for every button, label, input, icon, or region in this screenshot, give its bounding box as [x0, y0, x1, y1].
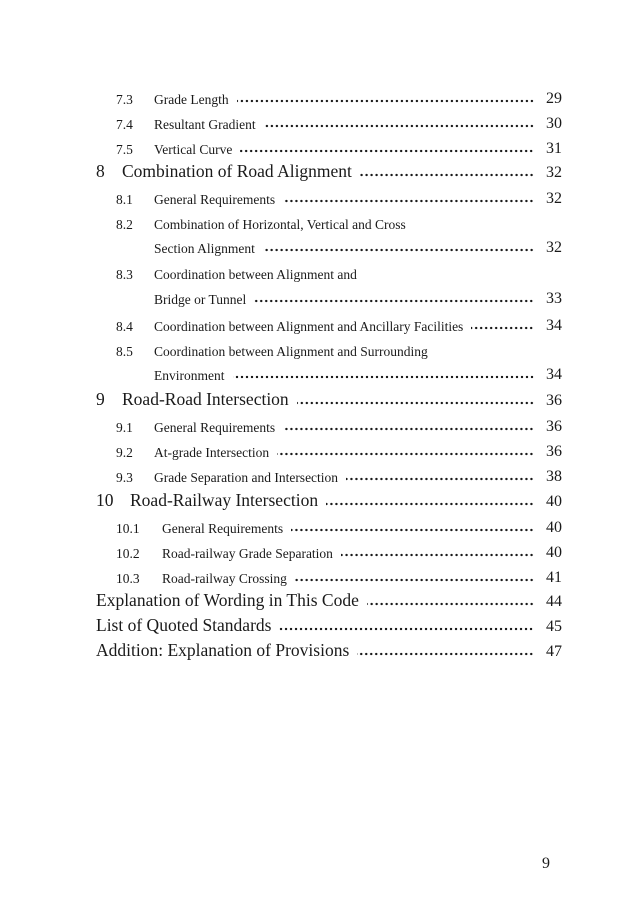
- toc-entry-8-3-line1: [116, 261, 562, 283]
- toc-title: Resultant Gradient: [154, 117, 256, 132]
- toc-number: 10: [96, 490, 114, 510]
- dot-leader: [277, 452, 534, 456]
- dot-leader: [283, 199, 534, 203]
- dot-leader: [283, 427, 534, 431]
- toc-entry-8-3: [154, 288, 562, 308]
- toc-title: At-grade Intersection: [154, 445, 270, 460]
- toc-title: Addition: Explanation of Provisions: [96, 640, 350, 660]
- toc-title: Explanation of Wording in This Code: [96, 590, 359, 610]
- toc-entry-9-2: [116, 439, 562, 461]
- toc-title: Road-railway Grade Separation: [162, 546, 333, 561]
- toc-entry-10: [96, 489, 562, 511]
- toc-number: 8.2: [116, 217, 133, 232]
- toc-number: 7.3: [116, 92, 133, 107]
- toc-page: 32: [546, 190, 562, 207]
- dot-leader: [254, 299, 534, 303]
- toc-entry-10-1: [116, 515, 562, 537]
- toc-entry-explanation-of-provisions: [96, 639, 562, 661]
- toc-page: 34: [546, 317, 562, 334]
- dot-leader: [233, 375, 535, 379]
- toc-number: 9.3: [116, 470, 133, 485]
- toc-entry-8-2: [154, 237, 562, 257]
- toc-title: Road-Road Intersection: [122, 389, 289, 409]
- toc-entry-8-1: [116, 186, 562, 208]
- toc-entry-10-3: [116, 565, 562, 587]
- toc-title: Road-Railway Intersection: [130, 490, 319, 510]
- toc-entry-9-3: [116, 464, 562, 486]
- toc-number: 8.3: [116, 267, 133, 282]
- toc-title: Combination of Horizontal, Vertical and Cross: [154, 217, 406, 232]
- toc-entry-explanation-of-wording: [96, 589, 562, 611]
- dot-leader: [295, 578, 534, 582]
- toc-number: 10.2: [116, 546, 140, 561]
- toc-page: 38: [546, 468, 562, 485]
- toc-page: 31: [546, 140, 562, 157]
- toc-title: General Requirements: [162, 521, 284, 536]
- toc-title: Road-railway Crossing: [162, 571, 287, 586]
- toc-title: General Requirements: [154, 192, 276, 207]
- toc-entry-7-3: [116, 86, 562, 108]
- toc-page: 44: [546, 593, 562, 610]
- toc-page: 32: [546, 164, 562, 181]
- toc-page: 34: [546, 366, 562, 383]
- toc-title: Grade Length: [154, 92, 229, 107]
- dot-leader: [360, 173, 534, 177]
- dot-leader: [237, 99, 534, 103]
- toc-number: 8.5: [116, 344, 133, 359]
- dot-leader: [264, 124, 534, 128]
- toc-entry-8-4: [116, 313, 562, 335]
- toc-page: 40: [546, 544, 562, 561]
- dot-leader: [263, 248, 534, 252]
- toc-page: 47: [546, 643, 562, 660]
- toc-entry-9: [96, 388, 562, 410]
- toc-entry-7-5: [116, 136, 562, 158]
- toc-number: 7.4: [116, 117, 133, 132]
- toc-entry-8-5-line1: [116, 338, 562, 360]
- toc-title: Coordination between Alignment and Ancillary Facilities: [154, 319, 464, 334]
- toc-number: 8.1: [116, 192, 133, 207]
- toc-entry-8-5: [154, 364, 562, 384]
- toc-title: Grade Separation and Intersection: [154, 470, 339, 485]
- dot-leader: [357, 652, 534, 656]
- toc-title: Vertical Curve: [154, 142, 233, 157]
- page-number: 9: [542, 855, 550, 872]
- dot-leader: [471, 326, 534, 330]
- toc-entry-quoted-standards: [96, 614, 562, 636]
- toc-page: 40: [546, 493, 562, 510]
- toc-title: Environment: [154, 368, 225, 383]
- dot-leader: [240, 149, 534, 153]
- toc-title: List of Quoted Standards: [96, 615, 272, 635]
- dot-leader: [291, 528, 534, 532]
- toc-page: 32: [546, 239, 562, 256]
- toc-number: 9: [96, 389, 105, 409]
- dot-leader: [346, 477, 534, 481]
- toc-page: 36: [546, 392, 562, 409]
- dot-leader: [326, 502, 534, 506]
- toc-entry-7-4: [116, 111, 562, 133]
- toc-page: 33: [546, 290, 562, 307]
- toc-page: 40: [546, 519, 562, 536]
- toc-title: Coordination between Alignment and: [154, 267, 357, 282]
- dot-leader: [367, 602, 534, 606]
- toc-entry-10-2: [116, 540, 562, 562]
- toc-page: 30: [546, 115, 562, 132]
- toc-number: 8: [96, 161, 105, 181]
- toc-title: Combination of Road Alignment: [122, 161, 352, 181]
- toc-page: 41: [546, 569, 562, 586]
- toc-entry-9-1: [116, 414, 562, 436]
- dot-leader: [297, 401, 534, 405]
- toc-number: 7.5: [116, 142, 133, 157]
- toc-number: 9.1: [116, 420, 133, 435]
- toc-number: 10.3: [116, 571, 140, 586]
- toc-title: Section Alignment: [154, 241, 255, 256]
- toc-page: 36: [546, 418, 562, 435]
- toc-page: 36: [546, 443, 562, 460]
- toc-number: 8.4: [116, 319, 133, 334]
- toc-title: Bridge or Tunnel: [154, 292, 247, 307]
- toc-entry-8-2-line1: [116, 211, 562, 233]
- toc-page: 45: [546, 618, 562, 635]
- toc-title: General Requirements: [154, 420, 276, 435]
- toc-entry-8: [96, 160, 562, 182]
- toc-title: Coordination between Alignment and Surrounding: [154, 344, 428, 359]
- dot-leader: [279, 627, 534, 631]
- dot-leader: [341, 553, 534, 557]
- toc-number: 9.2: [116, 445, 133, 460]
- toc-number: 10.1: [116, 521, 140, 536]
- toc-page: 29: [546, 90, 562, 107]
